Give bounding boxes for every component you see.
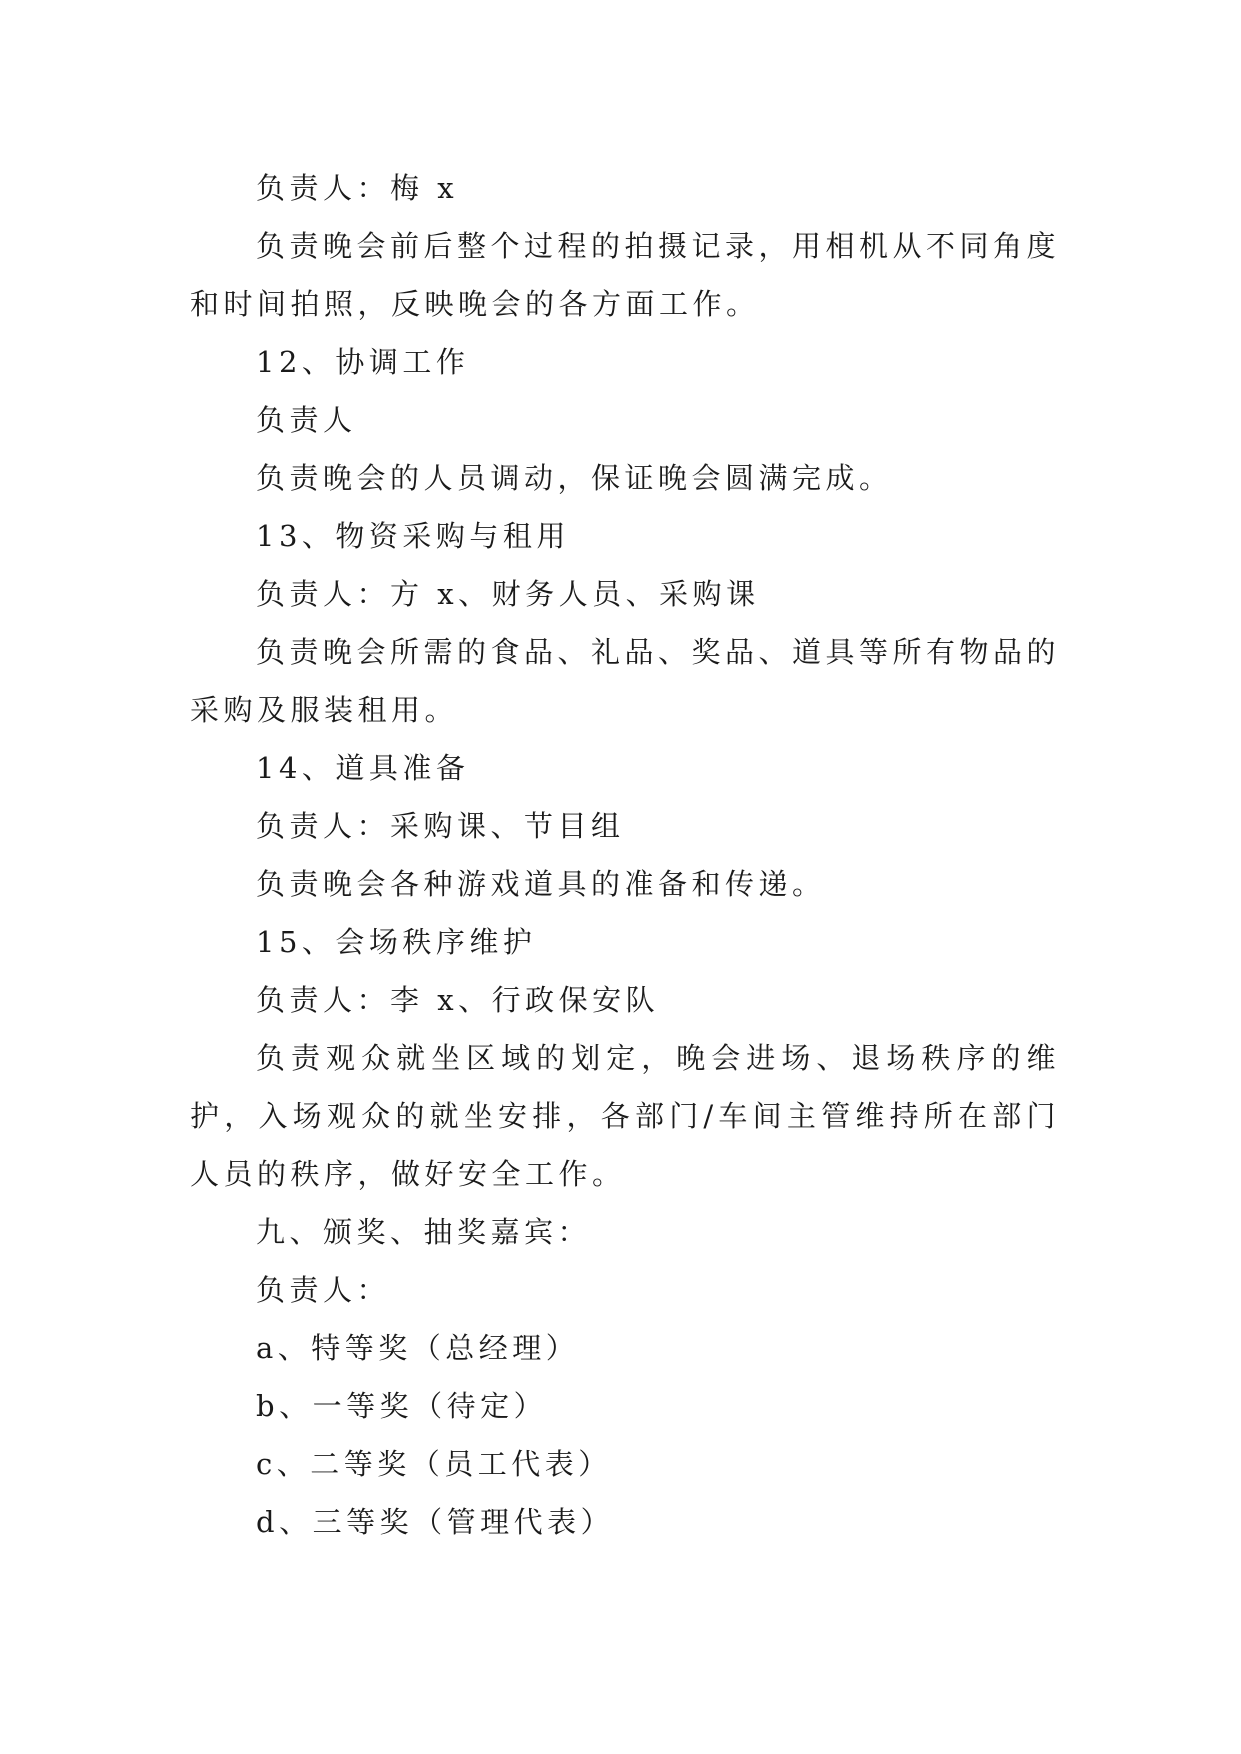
paragraph-coordination-lead: 负责人 — [256, 403, 357, 437]
paragraph-coordination-duty: 负责晚会的人员调动，保证晚会圆满完成。 — [256, 461, 893, 495]
list-item-first-prize: b、一等奖（待定） — [256, 1389, 548, 1423]
paragraph-award-lead: 负责人： — [256, 1273, 391, 1307]
paragraph-procurement-lead: 负责人：方 x、财务人员、采购课 — [256, 577, 760, 611]
paragraph-procurement-duty: 负责晚会所需的食品、礼品、奖品、道具等所有物品的采购及服装租用。 — [190, 635, 1061, 727]
list-item-third-prize: d、三等奖（管理代表） — [256, 1505, 615, 1539]
paragraph-props-duty: 负责晚会各种游戏道具的准备和传递。 — [256, 867, 826, 901]
section-heading-order: 15、会场秩序维护 — [256, 925, 537, 959]
section-heading-procurement: 13、物资采购与租用 — [256, 519, 570, 553]
list-item-second-prize: c、二等奖（员工代表） — [256, 1447, 612, 1481]
paragraph-order-lead: 负责人：李 x、行政保安队 — [256, 983, 660, 1017]
paragraph-props-lead: 负责人：采购课、节目组 — [256, 809, 625, 843]
paragraph-photographer-duty: 负责晚会前后整个过程的拍摄记录，用相机从不同角度和时间拍照，反映晚会的各方面工作。 — [190, 229, 1061, 321]
section-heading-coordination: 12、协调工作 — [256, 345, 470, 379]
paragraph-photographer-lead: 负责人：梅 x — [256, 171, 459, 205]
paragraph-order-duty: 负责观众就坐区域的划定，晚会进场、退场秩序的维护，入场观众的就坐安排，各部门/车间主管维持所在部门人员的秩序，做好安全工作。 — [190, 1041, 1060, 1191]
section-heading-props: 14、道具准备 — [256, 751, 470, 785]
section-heading-award-guests: 九、颁奖、抽奖嘉宾： — [256, 1215, 592, 1249]
list-item-grand-prize: a、特等奖（总经理） — [256, 1331, 580, 1365]
document-body — [190, 159, 1060, 1551]
